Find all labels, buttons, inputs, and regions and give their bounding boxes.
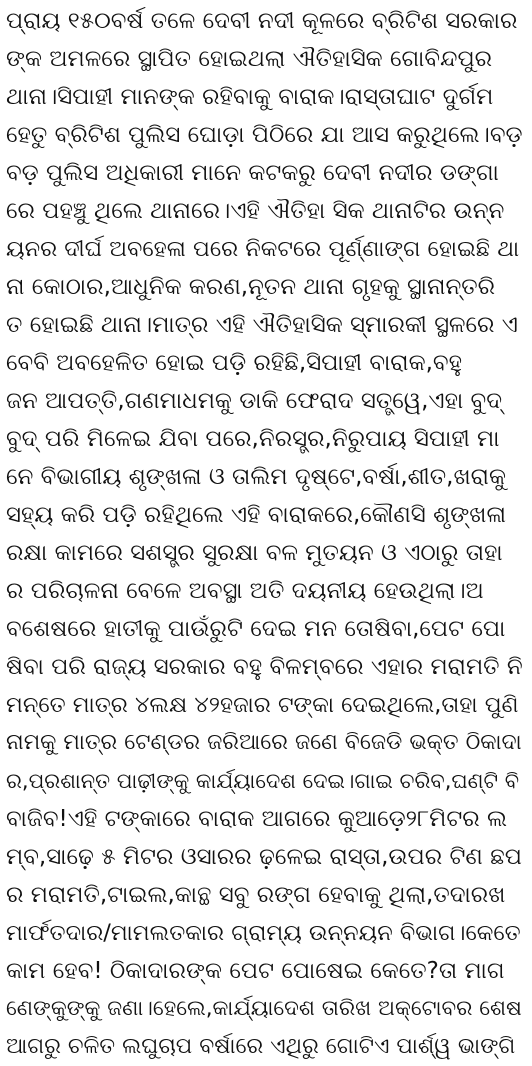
text-line: ମାର୍ଫତଦାର/ମାମଲତକାର ଗ୍ରାମ୍ୟ ଉନ୍ନୟନ ବିଭାଗ।କେତେ bbox=[6, 920, 521, 946]
text-line: ଥାନା।ସିପାହୀ ମାନଙ୍କ ରହିବାକୁ ବାରାକ।ରାସ୍ତାଘାଟ ଦୁର୍ଗମ bbox=[6, 84, 494, 110]
text-line: ରକ୍ଷା କାମରେ ସଶସ୍ତ୍ର ସୁରକ୍ଷା ବଳ ମୁତୟନ ଓ ଏଠାରୁ ତାହା bbox=[6, 540, 503, 566]
text-line: ବାଜିବ!ଏହି ଟଙ୍କାରେ ବାରାକ ଆଗରେ କୁଆଡ଼େ୨୮ମିଟର ଲ bbox=[6, 806, 508, 832]
text-line: ଙ୍କ ଅମଳରେ ସ୍ଥାପିତ ହୋଇଥଲା ଐତିହାସିକ ଗୋବିନ୍ଦପୁର bbox=[6, 46, 493, 72]
text-line: ନା କୋଠାର,ଆଧୁନିକ କରଣ,ନୂତନ ଥାନା ଗୃହକୁ ସ୍ଥାନାନ୍ତରି bbox=[6, 274, 496, 300]
text-line: ର,ପ୍ରଶାନ୍ତ ପାଢ଼ୀଙ୍କୁ କାର୍ଯ୍ୟାଦେଶ ଦେଇ।ଗାଇ ଚରିବ,ଘଣ୍ଟି ବି bbox=[6, 769, 520, 793]
text-line: ବଡ଼ ପୁଲିସ ଅଧିକାରୀ ମାନେ କଟକରୁ ଦେବୀ ନଦୀର ଡଙ୍ଗା bbox=[6, 160, 499, 186]
text-line: ୟନର ଦୀର୍ଘ ଅବହେଳା ପରେ ନିକଟରେ ପୂର୍ଣ୍ଣାଙ୍ଗ ହୋଇଛି ଥା bbox=[6, 236, 520, 262]
text-line: ନାମକୁ ମାତ୍ର ଟେଣ୍ଡର ଜରିଆରେ ଜଣେ ବିଜେଡି ଭକ୍ତ ଠିକାଦା bbox=[6, 730, 522, 755]
text-line: ବୁଦ୍ ପରି ମିଳେଇ ଯିବା ପରେ,ନିରସ୍ତ୍ର,ନିରୁପାୟ ସିପାହୀ ମା bbox=[6, 426, 500, 452]
text-line: ର ପରିଚାଳନା ବେଳେ ଅବସ୍ଥା ଅତି ଦୟନୀୟ ହେଉଥିଲା।ଅ bbox=[6, 578, 484, 604]
text-line: ସହ୍ୟ କରି ପଡ଼ି ରହିଥିଲେ ଏହି ବାରାକରେ,କୌଣସି ଶୃଙ୍ଖଳା bbox=[6, 502, 506, 528]
text-line: କାମ ହେବ! ଠିକାଦାରଙ୍କ ପେଟ ପୋଷେଇ କେତେ?ତା ମାଗ bbox=[6, 958, 505, 984]
text-line: ବେବି ଅବହେଳିତ ହୋଇ ପଡ଼ି ରହିଛି,ସିପାହୀ ବାରାକ,ବହୁ bbox=[6, 350, 463, 376]
text-line: ଜନ ଆପତ୍ତି,ଗଣମାଧମକୁ ଡାକି ଫେରାଦ ସତ୍ତ୍ୱେ,ଏହା ବୁଦ୍ bbox=[6, 388, 503, 414]
text-line: ଷିବା ପରି ରାଜ୍ୟ ସରକାର ବହୁ ବିଳମ୍ବରେ ଏହାର ମରାମତି ନି bbox=[6, 654, 523, 680]
text-line: ରେ ପହଞ୍ଚୁ ଥିଲେ ଥାନାରେ।ଏହି ଐତିହା ସିକ ଥାନାଟିର ଉନ୍ନ bbox=[6, 198, 505, 224]
text-line: ର ମରାମତି,ଟାଇଲ,କାନ୍ଥ ସବୁ ରଙ୍ଗ ହେବାକୁ ଥିଲା,ତଦାରଖ bbox=[6, 882, 506, 908]
text-line: ଆଗରୁ ଚଳିତ ଲଘୁଚାପ ବର୍ଷାରେ ଏଥିରୁ ଗୋଟିଏ ପାର୍ଶ୍ୱ ଭାଙ୍ଗି bbox=[6, 1034, 516, 1059]
text-line: ତ ହୋଇଛି ଥାନା।ମାତ୍ର ଏହି ଐତିହାସିକ ସ୍ମାରକୀ ସ୍ଥଳରେ ଏ bbox=[6, 312, 518, 338]
text-line: ମ୍ବ,ସାଢ଼େ ୫ ମିଟର ଓସାରର ଢ଼ଳେଇ ରାସ୍ତା,ଉପର ଟିଣ ଛପ bbox=[6, 844, 522, 870]
text-line: ନେ ବିଭାଗୀୟ ଶୃଙ୍ଖଳା ଓ ତାଲିମ ଦୃଷ୍ଟେ,ବର୍ଷା,ଶୀତ,ଖରାକୁ bbox=[6, 464, 506, 490]
text-line: ଣେଙ୍କୁଙ୍କୁ ଜଣା।ହେଲେ,କାର୍ଯ୍ୟାଦେଶ ତାରିଖ ଅକ୍ଟୋବର ଶେଷ bbox=[6, 996, 522, 1021]
text-line: ହେତୁ ବ୍ରିଟିଶ ପୁଲିସ ଘୋଡ଼ା ପିଠିରେ ଯା ଆସ କରୁଥିଲେ।ବଡ଼ bbox=[6, 122, 523, 148]
text-line: ମନ୍ତେ ମାତ୍ର ୪ଲକ୍ଷ ୪୨ହଜାର ଟଙ୍କା ଦେଇଥିଲେ,ତାହା ପୁଣି bbox=[6, 692, 519, 718]
text-line: ପ୍ରାୟ ୧୫୦ବର୍ଷ ତଳେ ଦେବୀ ନଦୀ କୂଳରେ ବ୍ରିଟିଶ ସରକାର bbox=[6, 8, 518, 34]
text-line: ବଶେଷରେ ହାତୀକୁ ପାଉଁରୁଟି ଦେଇ ମନ ତୋଷିବା,ପେଟ ପୋ bbox=[6, 616, 506, 642]
